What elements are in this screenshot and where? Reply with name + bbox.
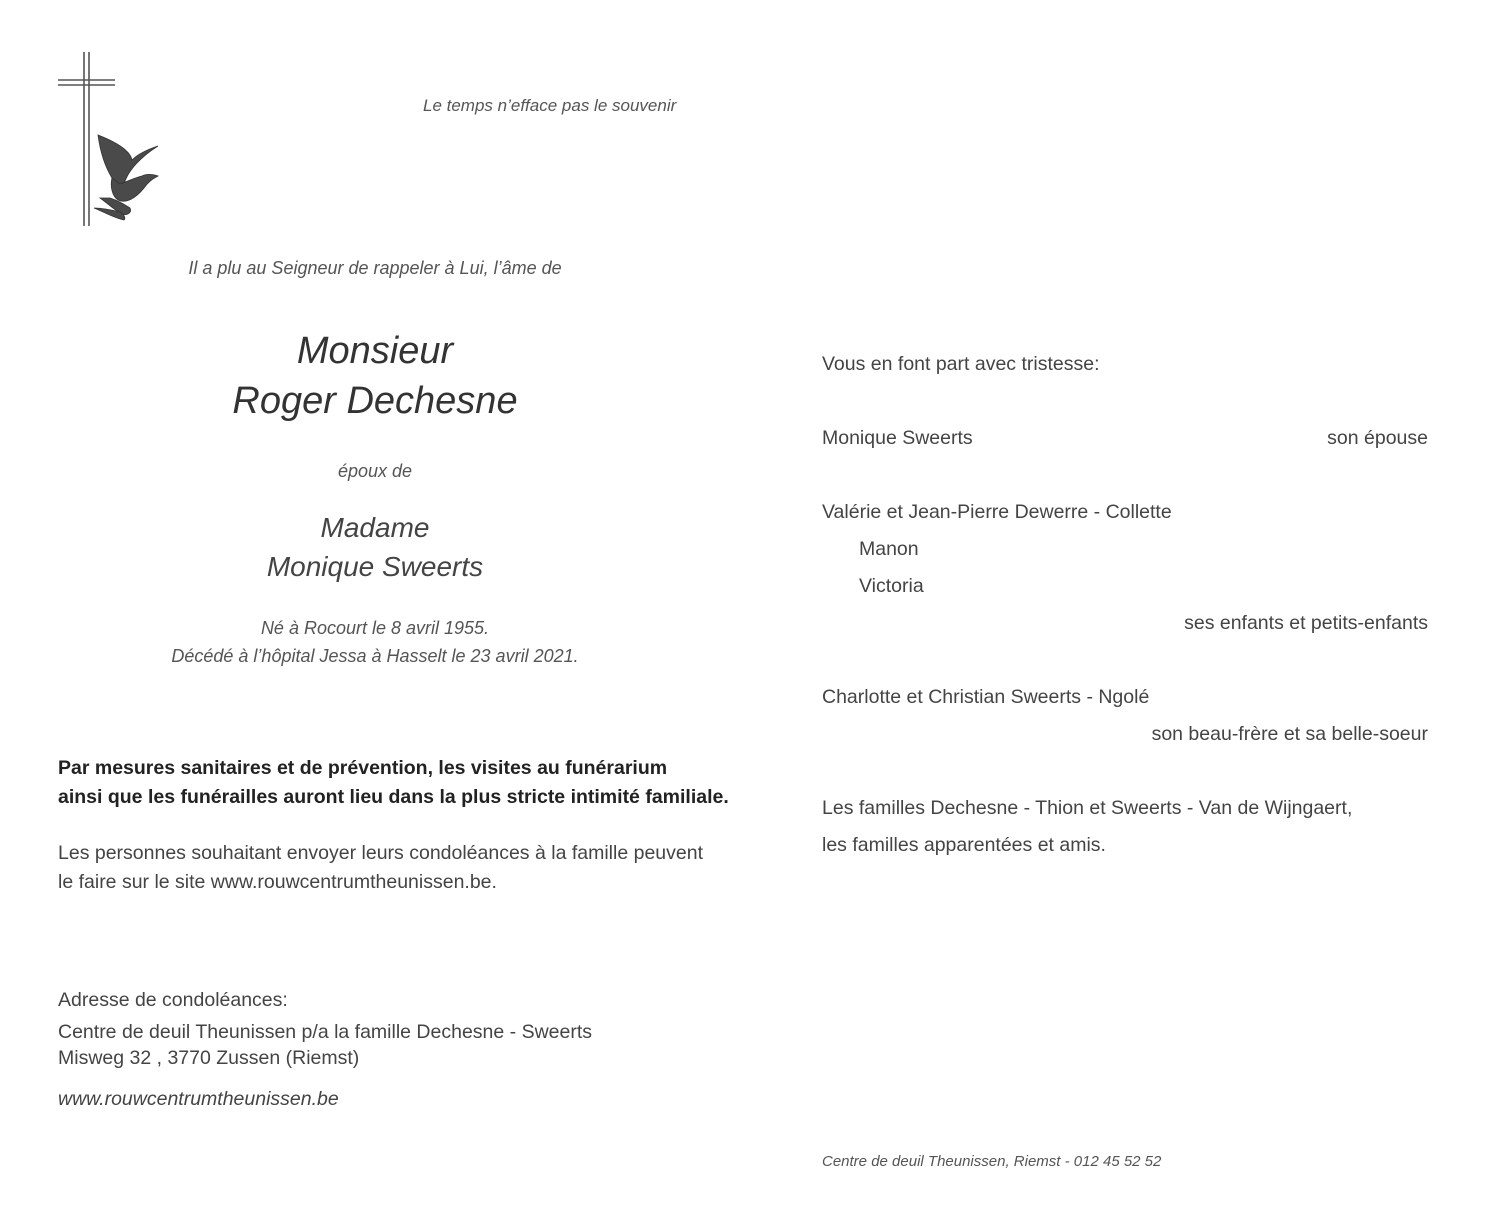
address-label: Adresse de condoléances: xyxy=(58,989,288,1011)
spouse-intro: époux de xyxy=(337,461,413,481)
families-line-1: Les familles Dechesne - Thion et Sweerts - Van de Wijngaert, xyxy=(822,797,1353,819)
families-line-2: les familles apparentées et amis. xyxy=(822,834,1106,856)
grandchild-name: Victoria xyxy=(859,575,924,597)
spouse-title: Madame xyxy=(320,512,430,543)
birth-line: Né à Rocourt le 8 avril 1955. xyxy=(260,618,490,638)
spouse-relation: son épouse xyxy=(1327,427,1428,449)
address-line-1: Centre de deuil Theunissen p/a la famille Dechesne - Sweerts xyxy=(58,1021,593,1043)
deceased-title: Monsieur xyxy=(296,330,454,372)
condolences-line-2: le faire sur le site www.rouwcentrumtheunissen.be. xyxy=(58,871,497,893)
spouse-family-name: Monique Sweerts xyxy=(822,427,973,449)
cross-with-dove-icon xyxy=(54,50,164,230)
children-relation: ses enfants et petits-enfants xyxy=(1184,612,1428,634)
grandchild-name: Manon xyxy=(859,538,919,560)
inlaws-names: Charlotte et Christian Sweerts - Ngolé xyxy=(822,686,1150,708)
motto: Le temps n’efface pas le souvenir xyxy=(423,96,677,115)
inlaws-relation: son beau-frère et sa belle-soeur xyxy=(1151,723,1428,745)
footer-contact: Centre de deuil Theunissen, Riemst - 012 45 52 52 xyxy=(822,1153,1162,1170)
notice-line-2: ainsi que les funérailles auront lieu dans la plus stricte intimité familiale. xyxy=(58,786,729,808)
spouse-name: Monique Sweerts xyxy=(266,551,484,582)
website-link[interactable]: www.rouwcentrumtheunissen.be xyxy=(58,1088,339,1110)
death-line: Décédé à l’hôpital Jessa à Hasselt le 23 avril 2021. xyxy=(171,646,579,666)
address-line-2: Misweg 32 , 3770 Zussen (Riemst) xyxy=(58,1047,360,1069)
intro-text: Il a plu au Seigneur de rappeler à Lui, l’âme de xyxy=(188,258,562,278)
children-names: Valérie et Jean-Pierre Dewerre - Collette xyxy=(822,501,1172,523)
deceased-name: Roger Dechesne xyxy=(232,380,518,422)
condolences-line-1: Les personnes souhaitant envoyer leurs condoléances à la famille peuvent xyxy=(58,842,703,864)
notice-line-1: Par mesures sanitaires et de prévention, les visites au funérarium xyxy=(58,757,668,779)
family-intro: Vous en font part avec tristesse: xyxy=(822,353,1100,375)
